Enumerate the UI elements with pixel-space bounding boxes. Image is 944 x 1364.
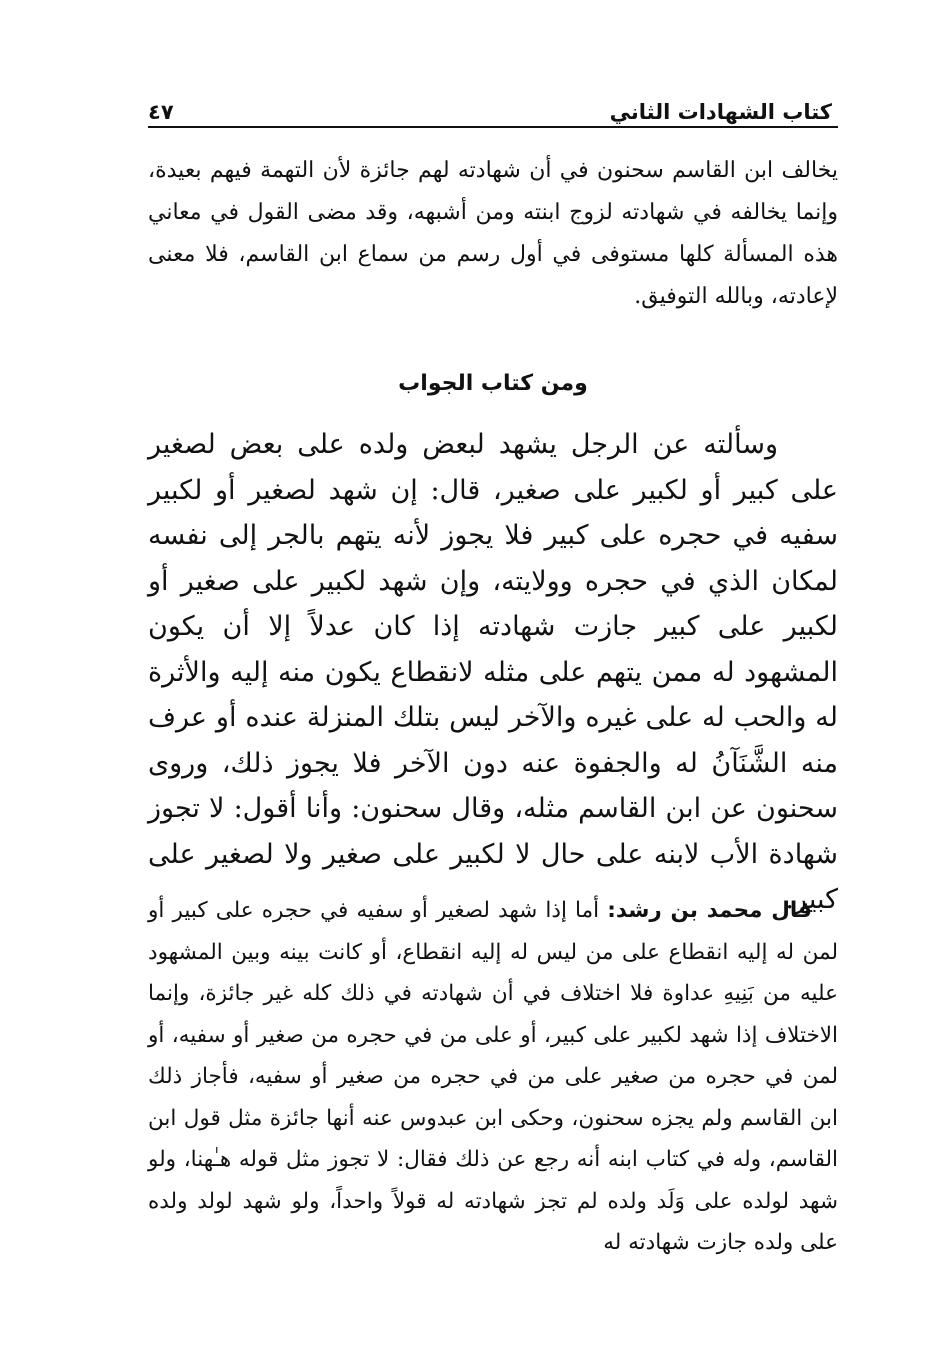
commentary-paragraph — [148, 890, 838, 1264]
commentary-text: أما إذا شهد لصغير أو سفيه في حجره على كبير أو لمن له إليه انقطاع على من ليس له إليه انقطاع، أو كانت بينه وبين المشهود عليه من بَنِيهِ عداوة فلا اختلاف في أن شهادته في ذلك كله غير جائزة، وإنما الاختلاف إذا شهد لكبير على كبير، أو على من في حجره من صغير أو سفيه، أو لمن في حجره من صغير على من في حجره من صغير أو سفيه، فأجاز ذلك ابن القاسم ولم يجزه سحنون، وحكى ابن عبدوس عنه أنها جائزة مثل قول ابن القاسم، وله في كتاب ابنه أنه رجع عن ذلك فقال: لا تجوز مثل قوله هـٰهنا، ولو شهد لولده على وَلَد ولده لم تجز شهادته له قولاً واحداً، ولو شهد لولد ولده على ولده جازت شهادته له — [148, 898, 838, 1255]
page-number: ٤٧ — [148, 100, 174, 124]
section-title: ومن كتاب الجواب — [398, 371, 588, 396]
question-paragraph: وسألته عن الرجل يشهد لبعض ولده على بعض لصغير على كبير أو لكبير على صغير، قال: إن شهد لصغير أو لكبير سفيه في حجره على كبير فلا يجوز لأنه يتهم بالجر إلى نفسه لمكان الذي في حجره وولايته، وإن شهد لكبير على صغير أو لكبير على كبير جازت شهادته إذا كان عدلاً إلا أن يكون المشهود له ممن يتهم على مثله لانقطاع يكون منه إليه والأثرة له والحب له على غيره والآخر ليس بتلك المنزلة عنده أو عرف منه الشَّنَآنُ له والجفوة عنه دون الآخر فلا يجوز ذلك، وروى سحنون عن ابن القاسم مثله، وقال سحنون: وأنا أقول: لا تجوز شهادة الأب لابنه على حال لا لكبير على صغير ولا لصغير على كبير. — [148, 429, 838, 915]
header-rule — [148, 126, 838, 128]
book-title: كتاب الشهادات الثاني — [609, 100, 832, 124]
running-header — [148, 90, 832, 124]
commentary-speaker: قال محمد بن رشد: — [607, 898, 812, 923]
paragraph-continuation: يخالف ابن القاسم سحنون في أن شهادته لهم جائزة لأن التهمة فيهم بعيدة، وإنما يخالفه في شهادته لزوج ابنته ومن أشبهه، وقد مضى القول في معاني هذه المسألة كلها مستوفى في أول رسم من سماع ابن القاسم، فلا معنى لإعادته، وبالله التوفيق. — [148, 158, 838, 309]
